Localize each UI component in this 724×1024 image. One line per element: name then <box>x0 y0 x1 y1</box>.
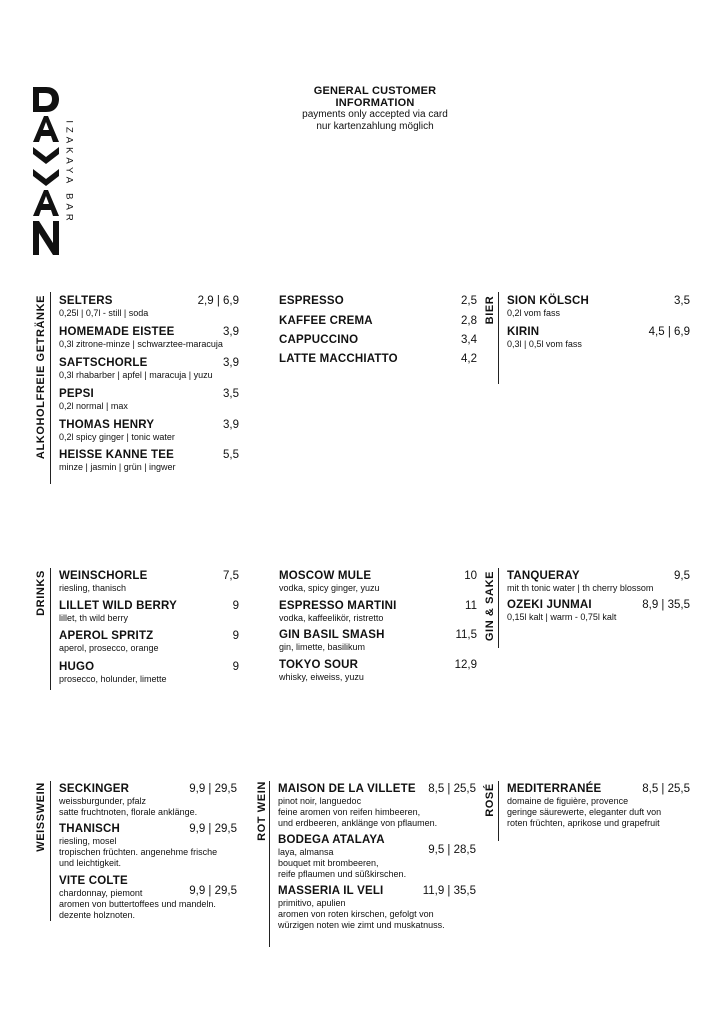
menu-item: KAFFEE CREMA 2,8 <box>279 315 477 327</box>
menu-item: SION KÖLSCH 0,2l vom fass 3,5 <box>507 295 690 318</box>
menu-item: VITE COLTE chardonnay, piemont aromen von buttertoffees und mandeln. dezente holznoten. 9,9 | 29,5 <box>59 875 237 920</box>
section-divider <box>50 292 51 484</box>
menu-item: LILLET WILD BERRY lillet, th wild berry 9 <box>59 600 239 623</box>
menu-item: PEPSI 0,2l normal | max 3,5 <box>59 388 239 411</box>
menu-item: KIRIN 0,3l | 0,5l vom fass 4,5 | 6,9 <box>507 326 690 349</box>
menu-item: SECKINGER weissburgunder, pfalz satte fruchtnoten, florale anklänge. 9,9 | 29,5 <box>59 783 237 817</box>
section-label-rose: ROSÉ <box>484 783 496 817</box>
menu-item: THOMAS HENRY 0,2l spicy ginger | tonic water 3,9 <box>59 419 239 442</box>
menu-item: TOKYO SOUR whisky, eiweiss, yuzu 12,9 <box>279 659 477 682</box>
section-divider <box>50 568 51 690</box>
menu-item: SAFTSCHORLE 0,3l rhabarber | apfel | maracuja | yuzu 3,9 <box>59 357 239 380</box>
menu-item: HOMEMADE EISTEE 0,3l zitrone-minze | schwarztee-maracuja 3,9 <box>59 326 239 349</box>
menu-item: TANQUERAY mit th tonic water | th cherry blossom 9,5 <box>507 570 690 593</box>
section-label-drinks: DRINKS <box>35 570 47 616</box>
section-divider <box>498 292 499 384</box>
section-label-alkoholfrei: ALKOHOLFREIE GETRÄNKE <box>35 294 47 460</box>
section-divider <box>498 781 499 841</box>
section-divider <box>498 568 499 648</box>
info-line-german: nur kartenzahlung möglich <box>316 121 434 132</box>
menu-item: HEISSE KANNE TEE minze | jasmin | grün | ingwer 5,5 <box>59 449 239 472</box>
menu-item: APEROL SPRITZ aperol, prosecco, orange 9 <box>59 630 239 653</box>
section-label-rotwein: ROT WEIN <box>256 781 268 841</box>
menu-item: LATTE MACCHIATTO 4,2 <box>279 353 477 365</box>
menu-item: GIN BASIL SMASH gin, limette, basilikum 11,5 <box>279 629 477 652</box>
dakkan-logo <box>30 85 60 257</box>
menu-item: ESPRESSO MARTINI vodka, kaffeelikör, ristretto 11 <box>279 600 477 623</box>
menu-item: BODEGA ATALAYA laya, almansa bouquet mit brombeeren, reife pflaumen und süßkirschen. 9,5 | 28,5 <box>278 834 476 879</box>
menu-item: WEINSCHORLE riesling, thanisch 7,5 <box>59 570 239 593</box>
menu-item: MAISON DE LA VILLETE pinot noir, languedoc feine aromen von reifen himbeeren, und erdbeeren, anklänge von pflaumen. 8,5 | 25,5 <box>278 783 476 828</box>
menu-item: ESPRESSO 2,5 <box>279 295 477 307</box>
section-divider <box>50 781 51 921</box>
menu-item: MOSCOW MULE vodka, spicy ginger, yuzu 10 <box>279 570 477 593</box>
menu-item: CAPPUCCINO 3,4 <box>279 334 477 346</box>
menu-item: HUGO prosecco, holunder, limette 9 <box>59 661 239 684</box>
section-label-weisswein: WEISSWEIN <box>35 782 47 852</box>
section-label-gin-sake: GIN & SAKE <box>484 570 496 642</box>
logo-subtitle: IZAKAYA BAR <box>63 119 75 225</box>
menu-item: SELTERS 0,25l | 0,7l - still | soda 2,9 | 6,9 <box>59 295 239 318</box>
menu-item: THANISCH riesling, mosel tropischen früchten. angenehme frische und leichtigkeit. 9,9 | 29,5 <box>59 823 237 868</box>
info-title: GENERAL CUSTOMER INFORMATION <box>313 85 437 109</box>
section-divider <box>269 781 270 947</box>
menu-item: MEDITERRANÉE domaine de figuière, provence geringe säurewerte, eleganter duft von roten früchten, aprikose und grapefruit 8,5 | 25,5 <box>507 783 690 828</box>
menu-item: OZEKI JUNMAI 0,15l kalt | warm - 0,75l kalt 8,9 | 35,5 <box>507 599 690 622</box>
menu-item: MASSERIA IL VELI primitivo, apulien aromen von roten kirschen, gefolgt von würzigen noten wie zimt und muskatnuss. 11,9 | 35,5 <box>278 885 476 930</box>
customer-information <box>280 85 470 133</box>
section-label-bier: BIER <box>484 295 496 325</box>
info-line-card: payments only accepted via card <box>302 109 448 120</box>
